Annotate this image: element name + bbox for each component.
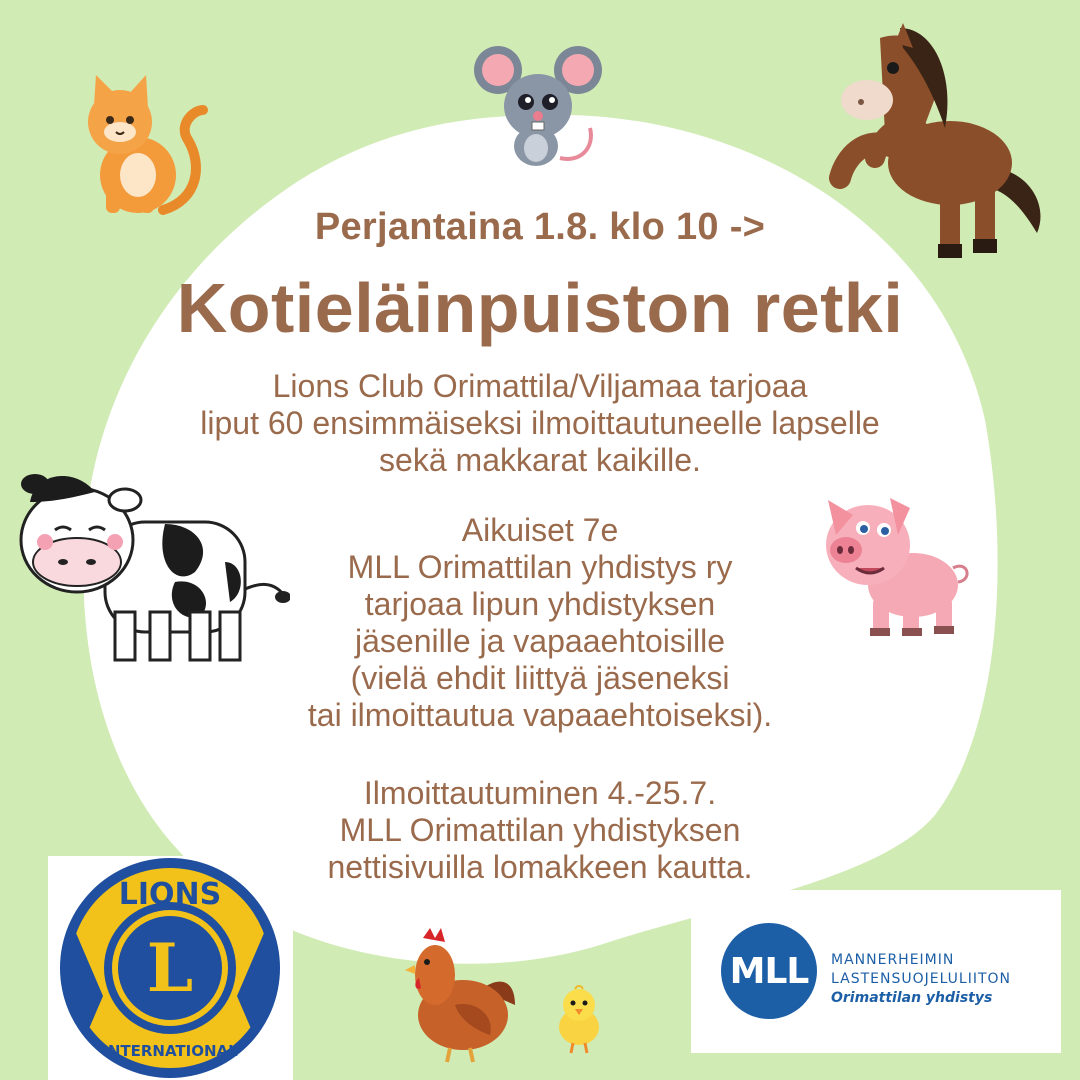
mll-badge-text: MLL — [729, 950, 809, 992]
text-line: Lions Club Orimattila/Viljamaa tarjoaa — [272, 368, 808, 404]
cat-icon — [78, 70, 208, 215]
paragraph-lions-offer — [0, 368, 1080, 479]
event-date-subtitle: Perjantaina 1.8. klo 10 -> — [314, 206, 766, 248]
mll-logo-box — [691, 890, 1061, 1053]
text-line: (vielä ehdit liittyä jäseneksi — [350, 660, 730, 696]
paragraph-mll-offer — [0, 512, 1080, 734]
lions-logo-box — [48, 856, 293, 1080]
text-line: MLL Orimattilan yhdistyksen — [339, 812, 741, 848]
lions-bottom-text: INTERNATIONAL — [102, 1042, 238, 1060]
text-line: MLL Orimattilan yhdistys ry — [347, 549, 733, 585]
lions-center-letter: L — [146, 929, 194, 1007]
lions-top-text: LIONS — [118, 877, 222, 912]
text-line: Aikuiset 7e — [461, 512, 619, 548]
chick-icon — [553, 985, 605, 1055]
mouse-icon — [470, 38, 605, 173]
text-line: Ilmoittautuminen 4.-25.7. — [363, 775, 717, 811]
text-line: liput 60 ensimmäiseksi ilmoittautuneelle lapselle — [200, 405, 880, 441]
mll-line-1: MANNERHEIMIN — [831, 952, 955, 968]
lions-logo — [48, 856, 293, 1080]
text-line: jäsenille ja vapaaehtoisille — [354, 623, 725, 659]
text-line: tarjoaa lipun yhdistyksen — [364, 586, 716, 622]
text-line: nettisivuilla lomakkeen kautta. — [327, 849, 753, 885]
mll-line-3: Orimattilan yhdistys — [831, 990, 993, 1006]
hen-icon — [405, 920, 520, 1065]
lions-registered-mark: ® — [164, 1068, 176, 1080]
text-line: tai ilmoittautua vapaaehtoiseksi). — [307, 697, 773, 733]
page-title: Kotieläinpuiston retki — [176, 269, 904, 347]
text-line: sekä makkarat kaikille. — [379, 442, 701, 478]
mll-line-2: LASTENSUOJELULIITON — [831, 971, 1012, 987]
